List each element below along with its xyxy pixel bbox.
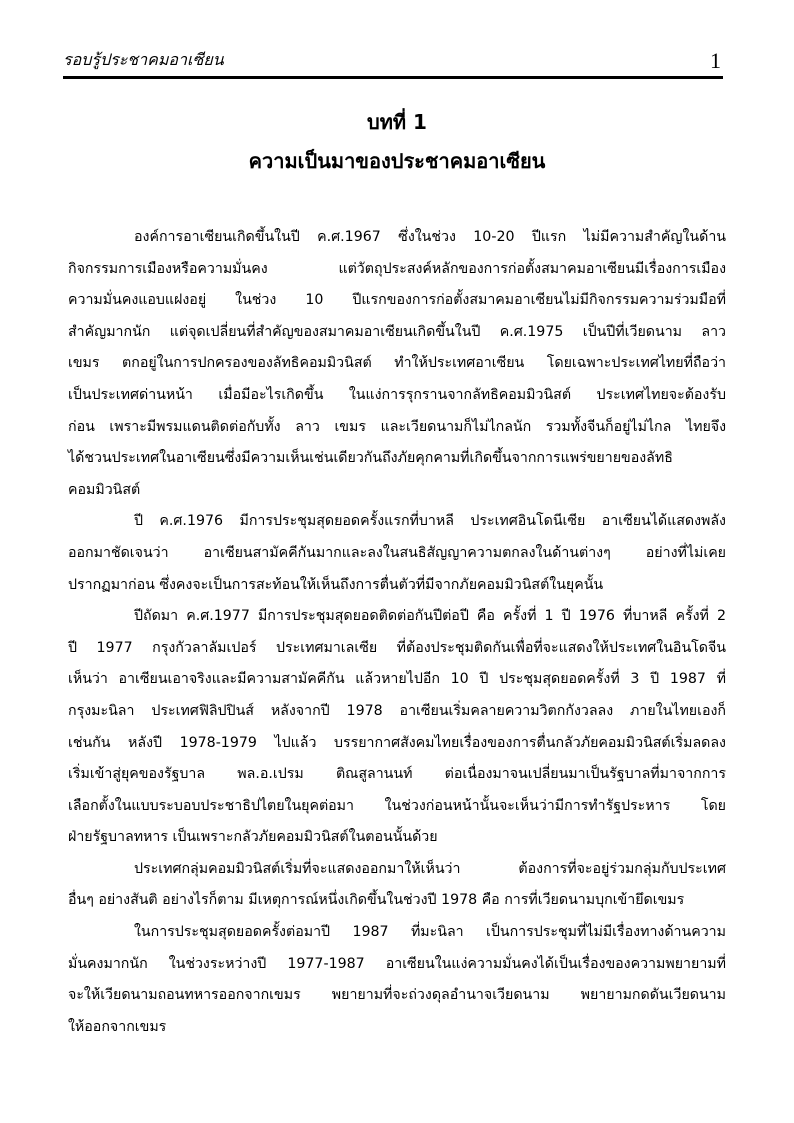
text-line: ปีถัดมา ค.ศ.1977 มีการประชุมสุดยอดติดต่อกันปีต่อปี คือ ครั้งที่ 1 ปี 1976 ที่บาหลี ครั้งที่ 2 (134, 608, 726, 625)
text-line: ออกมาชัดเจนว่า อาเซียนสามัคคีกันมากและลงในสนธิสัญญาความตกลงในด้านต่างๆ อย่างที่ไม่เคย (68, 544, 726, 561)
text-line: เป็นประเทศด่านหน้า เมื่อมีอะไรเกิดขึ้น ในแง่การรุกรานจากลัทธิคอมมิวนิสต์ ประเทศไทยจะต้องรับ (68, 386, 726, 403)
text-line: ฝ่ายรัฐบาลทหาร เป็นเพราะกลัวภัยคอมมิวนิสต์ในตอนนั้นด้วย (68, 829, 438, 846)
text-line: กิจกรรมการเมืองหรือความมั่นคง แต่วัตถุประสงค์หลักของการก่อตั้งสมาคมอาเซียนมีเรื่องการเมือง (68, 260, 726, 277)
text-line: ให้ออกจากเขมร (68, 1018, 167, 1035)
page-number: 1 (710, 48, 721, 73)
paragraph (68, 222, 726, 506)
text-line: ความมั่นคงแอบแฝงอยู่ ในช่วง 10 ปีแรกของการก่อตั้งสมาคมอาเซียนไม่มีกิจกรรมความร่วมมือที่ (68, 292, 726, 309)
text-line: เลือกตั้งในแบบระบอบประชาธิปไตยในยุคต่อมา ในช่วงก่อนหน้านั้นจะเห็นว่ามีการทำรัฐประหาร โดย (68, 797, 726, 814)
text-line: ปี ค.ศ.1976 มีการประชุมสุดยอดครั้งแรกที่บาหลี ประเทศอินโดนีเซีย อาเซียนได้แสดงพลัง (134, 513, 726, 530)
text-line: องค์การอาเซียนเกิดขึ้นในปี ค.ศ.1967 ซึ่งในช่วง 10-20 ปีแรก ไม่มีความสำคัญในด้าน (134, 229, 726, 245)
paragraph (68, 854, 726, 917)
text-line: กรุงมะนิลา ประเทศฟิลิปปินส์ หลังจากปี 1978 อาเซียนเริ่มคลายความวิตกกังวลลง ภายในไทยเองก็ (68, 702, 726, 719)
text-line: ปรากฏมาก่อน ซึ่งคงจะเป็นการสะท้อนให้เห็นถึงการตื่นตัวที่มีจากภัยคอมมิวนิสต์ในยุคนั้น (68, 576, 604, 593)
paragraph (68, 917, 726, 1043)
running-header (63, 48, 723, 79)
text-line: เขมร ตกอยู่ในการปกครองของลัทธิคอมมิวนิสต์ ทำให้ประเทศอาเซียน โดยเฉพาะประเทศไทยที่ถือว่า (68, 355, 726, 372)
text-line: อื่นๆ อย่างสันติ อย่างไรก็ตาม มีเหตุการณ์หนึ่งเกิดขึ้นในช่วงปี 1978 คือ การที่เวียดนามบุกเข้ายึดเขมร (68, 892, 685, 909)
text-line: คอมมิวนิสต์ (68, 481, 141, 498)
text-line: สำคัญมากนัก แต่จุดเปลี่ยนที่สำคัญของสมาคมอาเซียนเกิดขึ้นในปี ค.ศ.1975 เป็นปีที่เวียดนาม ลาว (68, 323, 726, 340)
text-line: ปี 1977 กรุงกัวลาลัมเปอร์ ประเทศมาเลเซีย ที่ต้องประชุมติดกันเพื่อที่จะแสดงให้ประเทศในอินโดจีน (68, 639, 726, 656)
body-text (68, 222, 726, 1043)
text-line: ก่อน เพราะมีพรมแดนติดต่อกับทั้ง ลาว เขมร และเวียดนามก็ไม่ไกลนัก รวมทั้งจีนก็อยู่ไม่ไกล ไทยจึง (68, 418, 726, 435)
text-line: จะให้เวียดนามถอนทหารออกจากเขมร พยายามที่จะถ่วงดุลอำนาจเวียดนาม พยายามกดดันเวียดนาม (68, 987, 726, 1004)
chapter-title: ความเป็นมาของประชาคมอาเซียน (248, 149, 546, 173)
text-line: ในการประชุมสุดยอดครั้งต่อมาปี 1987 ที่มะนิลา เป็นการประชุมที่ไม่มีเรื่องทางด้านความ (134, 924, 726, 941)
text-line: ได้ชวนประเทศในอาเซียนซึ่งมีความเห็นเช่นเดียวกันถึงภัยคุกคามที่เกิดขึ้นจากการแพร่ขยายของลัทธิ (68, 450, 673, 467)
running-title: รอบรู้ประชาคมอาเซียน (63, 50, 224, 69)
text-line: ประเทศกลุ่มคอมมิวนิสต์เริ่มที่จะแสดงออกมาให้เห็นว่า ต้องการที่จะอยู่ร่วมกลุ่มกับประเทศ (134, 860, 726, 877)
chapter-number: บทที่ 1 (367, 110, 427, 134)
text-line: เริ่มเข้าสู่ยุคของรัฐบาล พล.อ.เปรม ติณสูลานนท์ ต่อเนื่องมาจนเปลี่ยนมาเป็นรัฐบาลที่มาจากการ (68, 766, 726, 783)
text-line: เห็นว่า อาเซียนเอาจริงและมีความสามัคคีกัน แล้วหายไปอีก 10 ปี ประชุมสุดยอดครั้งที่ 3 ปี 1987 ที่ (68, 671, 726, 688)
text-line: เช่นกัน หลังปี 1978-1979 ไปแล้ว บรรยากาศสังคมไทยเรื่องของการตื่นกลัวภัยคอมมิวนิสต์เริ่มลดลง (68, 734, 726, 751)
text-line: มั่นคงมากนัก ในช่วงระหว่างปี 1977-1987 อาเซียนในแง่ความมั่นคงได้เป็นเรื่องของความพยายามที่ (68, 955, 726, 972)
paragraph (68, 506, 726, 601)
paragraph (68, 601, 726, 854)
